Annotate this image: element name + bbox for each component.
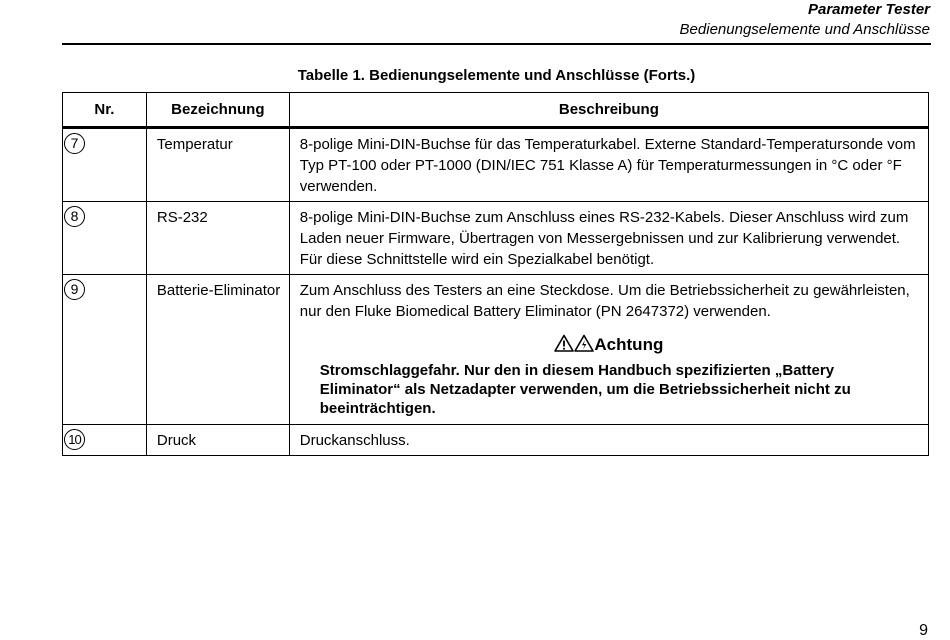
- row-description-cell: [289, 275, 928, 425]
- table-row: [63, 202, 929, 275]
- table-row: [63, 425, 929, 456]
- table-row: [63, 128, 929, 202]
- circled-number: 8: [64, 206, 85, 227]
- row-number-cell: [63, 128, 147, 202]
- column-header-bezeichnung: Bezeichnung: [146, 93, 289, 128]
- circled-number: 7: [64, 133, 85, 154]
- row-description: Zum Anschluss des Testers an eine Steckdose. Um die Betriebssicherheit zu gewährleisten, nur den Fluke Biomedical Battery Eliminator (PN 2647372) verwenden.: [299, 282, 910, 320]
- column-header-beschreibung: Beschreibung: [289, 93, 928, 128]
- table-row: [63, 275, 929, 425]
- circled-number: 9: [64, 279, 85, 300]
- controls-table: [62, 92, 929, 456]
- table-caption: Tabelle 1. Bedienungselemente und Anschlüsse (Forts.): [297, 67, 696, 84]
- row-number-cell: [63, 202, 147, 275]
- table-header-row: [63, 93, 929, 128]
- row-description: 8-polige Mini-DIN-Buchse zum Anschluss eines RS-232-Kabels. Dieser Anschluss wird zum Laden neuer Firmware, Übertragen von Messergebnissen und zur Kalibrierung verwendet. Für diese Schnittstelle wird ein Spezialkabel benötigt.: [289, 202, 928, 275]
- row-number-cell: [63, 425, 147, 456]
- warning-triangle-icon: [554, 334, 574, 352]
- row-name: Batterie-Eliminator: [146, 275, 289, 425]
- page-number: 9: [919, 622, 928, 639]
- warning-title: Achtung: [594, 335, 664, 354]
- row-name: Temperatur: [146, 128, 289, 202]
- row-name: Druck: [146, 425, 289, 456]
- row-number-cell: [63, 275, 147, 425]
- column-header-nr: Nr.: [63, 93, 147, 128]
- warning-text: Stromschlaggefahr. Nur den in diesem Handbuch spezifizierten „Battery Eliminator“ als Netzadapter verwenden, um die Betriebssicherheit nicht zu beeinträchtigen.: [319, 362, 851, 417]
- electric-shock-icon: [574, 334, 594, 352]
- header-divider: [62, 43, 931, 45]
- header-title: Parameter Tester: [807, 1, 930, 18]
- row-name: RS-232: [146, 202, 289, 275]
- header-subtitle: Bedienungselemente und Anschlüsse: [679, 21, 930, 38]
- warning-heading: [300, 334, 918, 355]
- circled-number: 10: [64, 429, 85, 450]
- row-description: 8-polige Mini-DIN-Buchse für das Temperaturkabel. Externe Standard-Temperatursonde vom Typ PT-100 oder PT-1000 (DIN/IEC 751 Klasse A) für Temperaturmessungen in °C oder °F verwenden.: [289, 128, 928, 202]
- page-header: [680, 0, 930, 40]
- row-description: Druckanschluss.: [289, 425, 928, 456]
